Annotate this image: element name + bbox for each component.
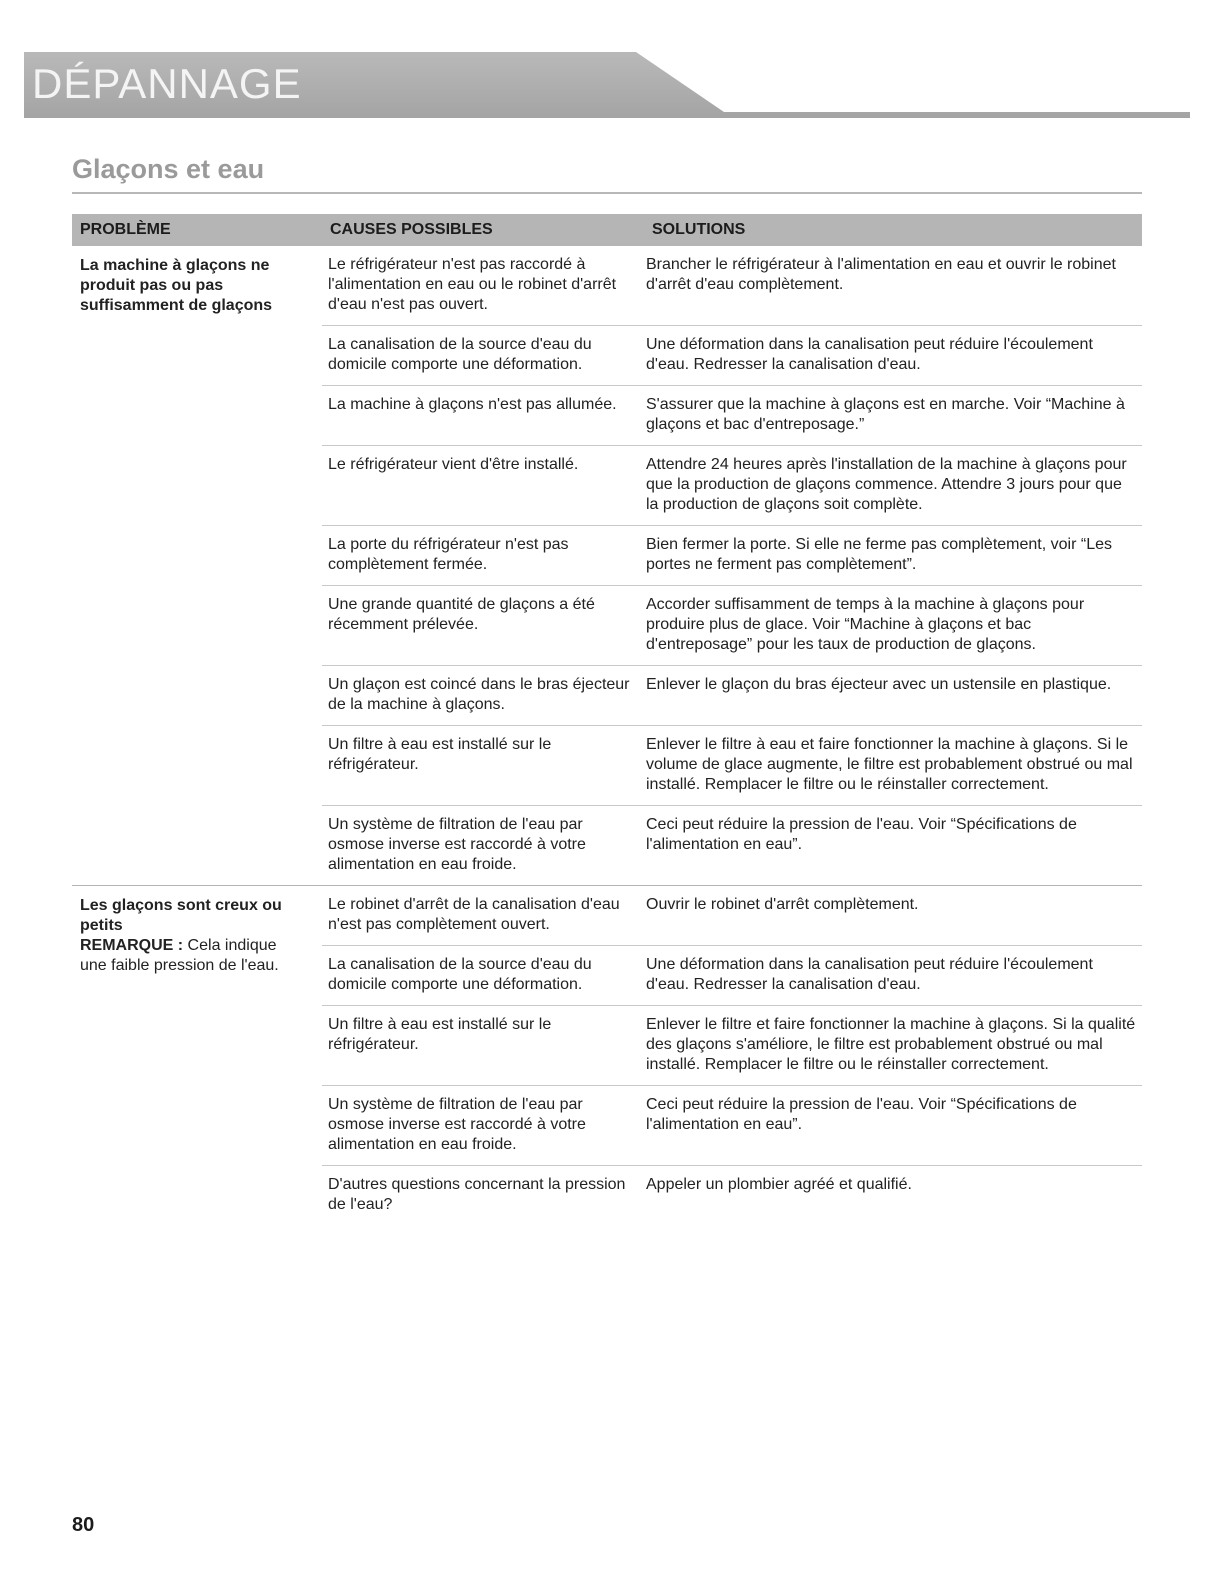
cause-cell: Un glaçon est coincé dans le bras éjecteur de la machine à glaçons. <box>328 676 630 713</box>
solution-cell: Brancher le réfrigérateur à l'alimentation en eau et ouvrir le robinet d'arrêt d'eau complètement. <box>646 256 1116 293</box>
table-row <box>322 806 1142 885</box>
solution-cell: Enlever le filtre à eau et faire fonctionner la machine à glaçons. Si le volume de glace augmente, le filtre est probablement obstrué ou mal installé. Remplacer le filtre ou le réinstaller correctement. <box>646 736 1133 793</box>
cause-cell: La machine à glaçons n'est pas allumée. <box>328 396 617 413</box>
solution-cell: Enlever le glaçon du bras éjecteur avec un ustensile en plastique. <box>646 676 1112 693</box>
cause-solution-rows <box>322 886 1142 1225</box>
section-divider <box>72 192 1142 194</box>
cause-cell: Un système de filtration de l'eau par osmose inverse est raccordé à votre alimentation en eau froide. <box>328 816 586 873</box>
problem-text: Les glaçons sont creux ou petits <box>80 897 282 934</box>
solution-cell: Accorder suffisamment de temps à la machine à glaçons pour produire plus de glace. Voir “Machine à glaçons et bac d'entreposage” pour les taux de production de glaçons. <box>646 596 1085 653</box>
solution-cell: Attendre 24 heures après l'installation de la machine à glaçons pour que la production de glaçons commence. Attendre 3 jours pour que la production de glaçons soit complète. <box>646 456 1127 513</box>
cause-cell: Un filtre à eau est installé sur le réfrigérateur. <box>328 736 552 773</box>
cause-cell: D'autres questions concernant la pression de l'eau? <box>328 1176 626 1213</box>
cause-solution-rows <box>322 246 1142 885</box>
section-title: Glaçons et eau <box>72 154 265 184</box>
table-row <box>322 386 1142 446</box>
cause-cell: Un système de filtration de l'eau par osmose inverse est raccordé à votre alimentation en eau froide. <box>328 1096 586 1153</box>
solution-cell: Une déformation dans la canalisation peut réduire l'écoulement d'eau. Redresser la canalisation d'eau. <box>646 956 1093 993</box>
page-number: 80 <box>72 1514 95 1536</box>
cause-cell: La canalisation de la source d'eau du domicile comporte une déformation. <box>328 336 592 373</box>
table-row <box>322 1086 1142 1166</box>
cause-cell: La porte du réfrigérateur n'est pas complètement fermée. <box>328 536 569 573</box>
solution-cell: Ceci peut réduire la pression de l'eau. Voir “Spécifications de l'alimentation en eau”. <box>646 1096 1077 1133</box>
solution-cell: Ouvrir le robinet d'arrêt complètement. <box>646 896 919 913</box>
note-label: REMARQUE : <box>80 937 184 954</box>
cause-cell: Le réfrigérateur n'est pas raccordé à l'alimentation en eau ou le robinet d'arrêt d'eau n'est pas ouvert. <box>328 256 617 313</box>
solution-cell: S'assurer que la machine à glaçons est en marche. Voir “Machine à glaçons et bac d'entreposage.” <box>646 396 1125 433</box>
problem-text: La machine à glaçons ne produit pas ou pas suffisamment de glaçons <box>80 257 273 314</box>
solution-cell: Une déformation dans la canalisation peut réduire l'écoulement d'eau. Redresser la canalisation d'eau. <box>646 336 1093 373</box>
solution-cell: Enlever le filtre et faire fonctionner la machine à glaçons. Si la qualité des glaçons s'améliore, le filtre est probablement obstrué ou mal installé. Remplacer le filtre ou le réinstaller correctement. <box>646 1016 1136 1073</box>
problem-cell <box>72 246 322 885</box>
cause-cell: Le robinet d'arrêt de la canalisation d'eau n'est pas complètement ouvert. <box>328 896 620 933</box>
problem-cell <box>72 886 322 1225</box>
table-row <box>322 326 1142 386</box>
table-header <box>72 214 1142 246</box>
solution-cell: Bien fermer la porte. Si elle ne ferme pas complètement, voir “Les portes ne ferment pas complètement”. <box>646 536 1112 573</box>
table-row <box>322 946 1142 1006</box>
table-row <box>322 1166 1142 1225</box>
table-row <box>322 246 1142 326</box>
column-header-causes: CAUSES POSSIBLES <box>330 221 493 238</box>
note-text: Cela indique une faible pression de l'eau. <box>80 937 279 974</box>
cause-cell: Une grande quantité de glaçons a été récemment prélevée. <box>328 596 595 633</box>
table-row <box>322 586 1142 666</box>
table-row <box>322 886 1142 946</box>
table-row <box>322 666 1142 726</box>
banner-title: DÉPANNAGE <box>32 60 302 107</box>
table-row <box>322 526 1142 586</box>
cause-cell: Un filtre à eau est installé sur le réfrigérateur. <box>328 1016 552 1053</box>
table-row <box>322 446 1142 526</box>
column-header-solutions: SOLUTIONS <box>652 221 746 238</box>
problem-group <box>72 246 1142 886</box>
troubleshooting-table <box>72 214 1142 1225</box>
solution-cell: Ceci peut réduire la pression de l'eau. Voir “Spécifications de l'alimentation en eau”. <box>646 816 1077 853</box>
solution-cell: Appeler un plombier agréé et qualifié. <box>646 1176 912 1193</box>
cause-cell: Le réfrigérateur vient d'être installé. <box>328 456 579 473</box>
column-header-problem: PROBLÈME <box>80 221 171 238</box>
cause-cell: La canalisation de la source d'eau du domicile comporte une déformation. <box>328 956 592 993</box>
table-row <box>322 726 1142 806</box>
table-row <box>322 1006 1142 1086</box>
problem-group <box>72 886 1142 1225</box>
